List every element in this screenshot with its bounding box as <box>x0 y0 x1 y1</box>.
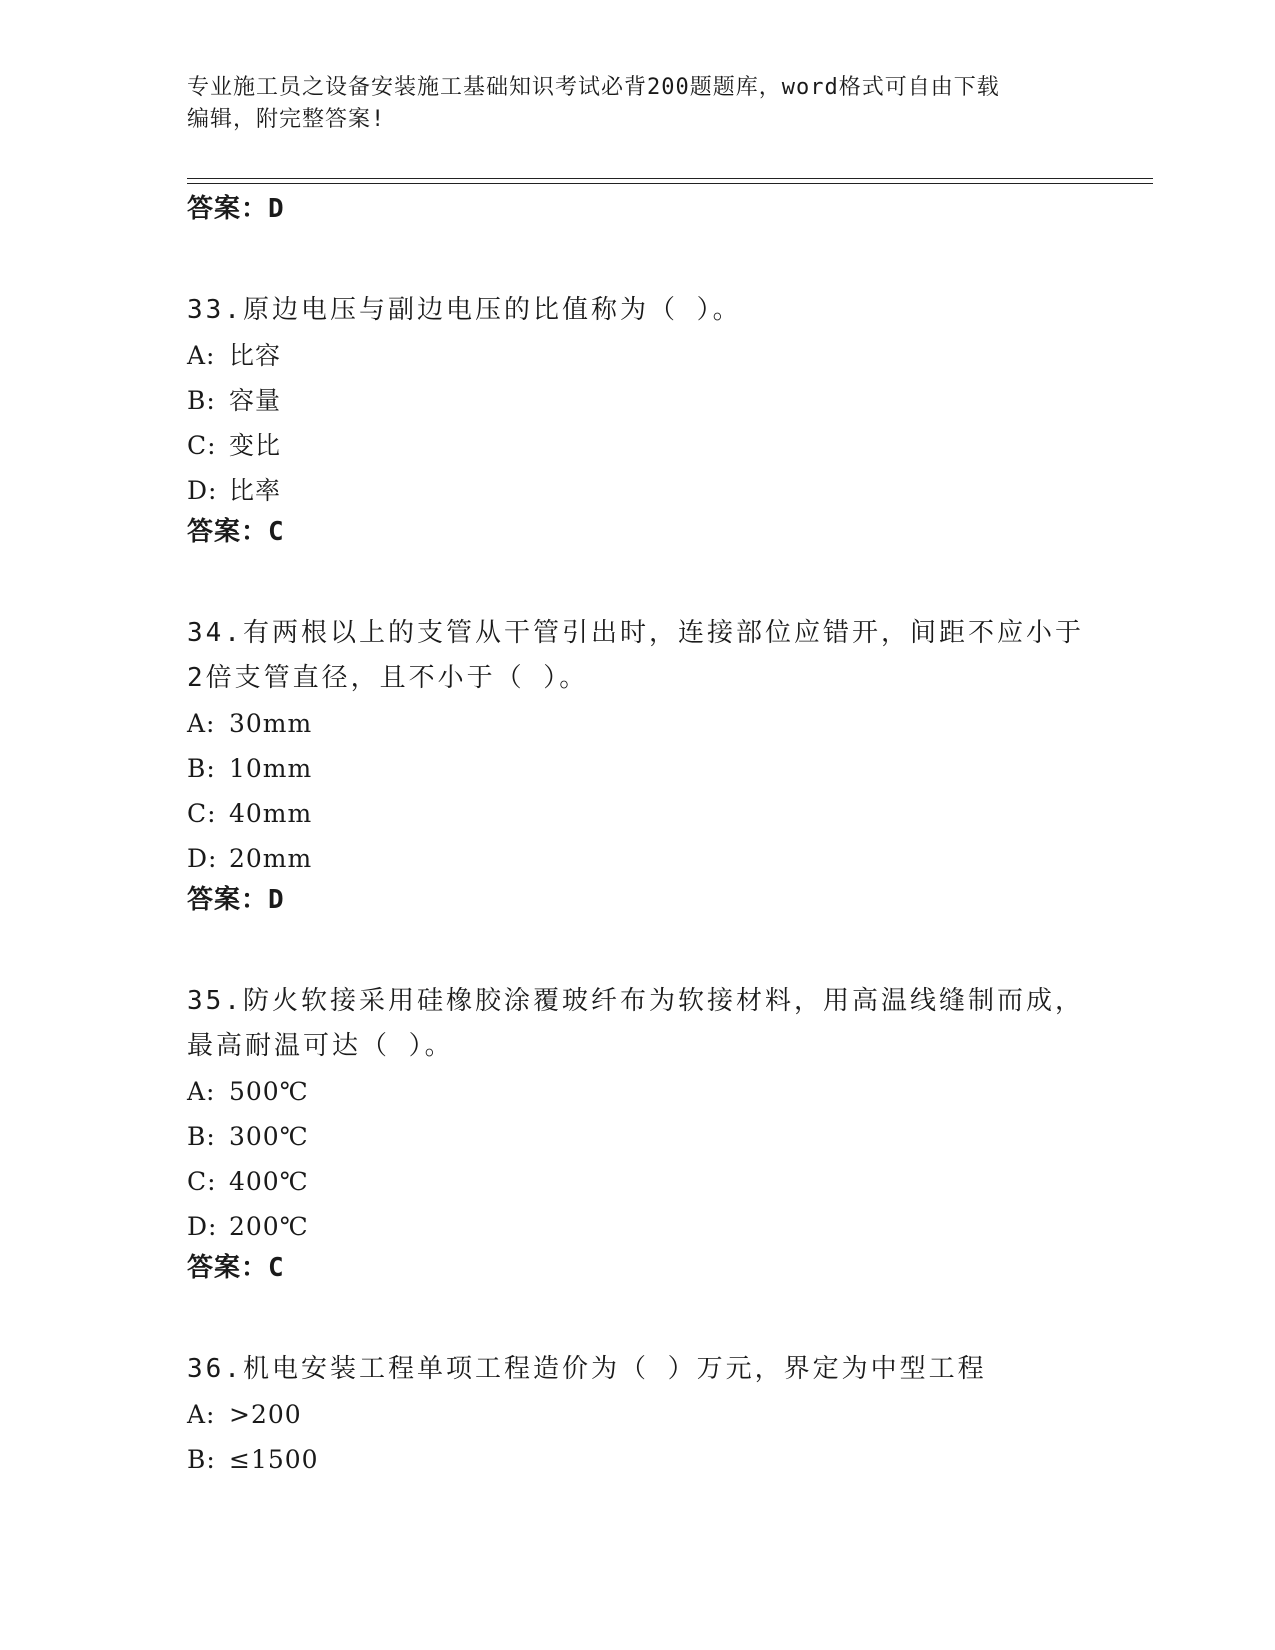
option-a: A: 30mm <box>187 709 313 738</box>
option-d: D: 20mm <box>187 844 313 873</box>
question-stem: 34.有两根以上的支管从干管引出时，连接部位应错开，间距不应小于 2倍支管直径，且不小于（ ）。 <box>187 618 1084 693</box>
header-line-2: 编辑，附完整答案! <box>187 107 386 132</box>
header-rule-bottom <box>187 183 1153 184</box>
option-b: B: 容量 <box>187 386 282 415</box>
option-c: C: 40mm <box>187 799 313 828</box>
answer: 答案：C <box>187 517 285 547</box>
question-33 <box>187 288 1147 549</box>
question-36 <box>187 1347 1147 1482</box>
option-b: B: ≤1500 <box>187 1445 319 1474</box>
option-c: C: 400℃ <box>187 1167 309 1196</box>
option-b: B: 10mm <box>187 754 313 783</box>
question-stem: 33.原边电压与副边电压的比值称为（ ）。 <box>187 295 742 325</box>
answer: 答案：D <box>187 885 285 915</box>
question-stem: 36.机电安装工程单项工程造价为（ ）万元，界定为中型工程 <box>187 1354 987 1384</box>
question-stem: 35.防火软接采用硅橡胶涂覆玻纤布为软接材料，用高温线缝制而成， 最高耐温可达（ ）。 <box>187 986 1084 1061</box>
option-a: A: >200 <box>187 1400 302 1429</box>
option-d: D: 200℃ <box>187 1212 309 1241</box>
header-line-1: 专业施工员之设备安装施工基础知识考试必背200题题库，word格式可自由下载 <box>187 75 1000 100</box>
question-list <box>187 192 1147 1482</box>
option-c: C: 变比 <box>187 431 282 460</box>
answer: 答案：C <box>187 1253 285 1283</box>
question-35 <box>187 979 1147 1285</box>
question-34 <box>187 611 1147 917</box>
option-b: B: 300℃ <box>187 1122 309 1151</box>
option-d: D: 比率 <box>187 476 282 505</box>
option-a: A: 500℃ <box>187 1077 309 1106</box>
document-header <box>187 72 1067 136</box>
option-a: A: 比容 <box>187 341 282 370</box>
answer-previous: 答案：D <box>187 194 285 224</box>
header-rule-top <box>187 178 1153 179</box>
